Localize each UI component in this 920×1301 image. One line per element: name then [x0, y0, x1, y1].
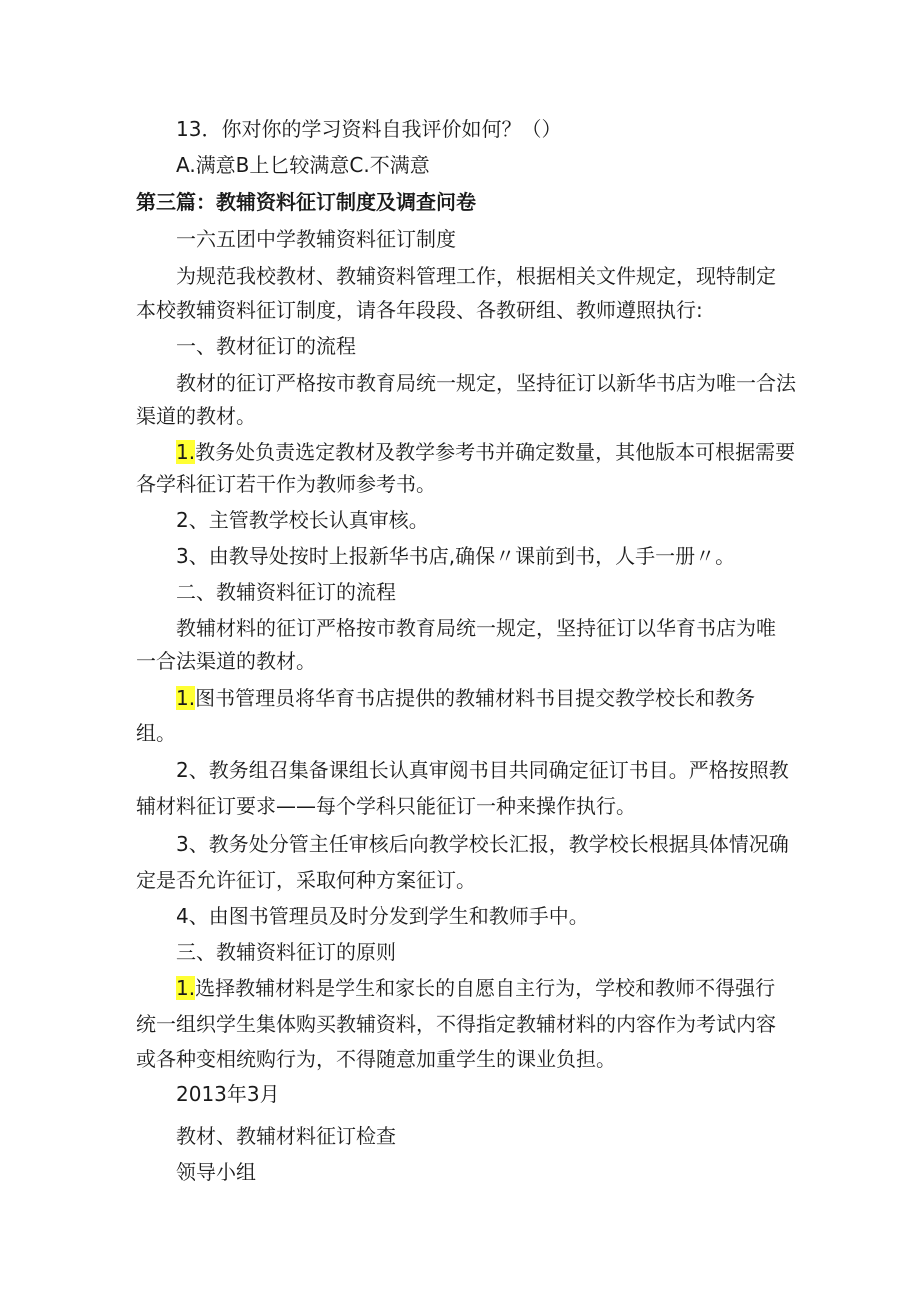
part1-item3: 3、由教导处按时上报新华书店,确保〃课前到书，人手一册〃。 — [176, 544, 736, 568]
question-text: ．你对你的学习资料自我评价如何？（） — [201, 117, 562, 141]
part3-item1-line-2: 统一组织学生集体购买教辅资料，不得指定教辅材料的内容作为考试内容 — [136, 1012, 776, 1036]
doc-title: 一六五团中学教辅资料征订制度 — [176, 227, 456, 251]
question-13-options: A.满意B上匕较满意C.不满意 — [176, 153, 430, 177]
part2-item1-text-1: 图书管理员将华育书店提供的教辅材料书目提交教学校长和教务 — [195, 686, 756, 710]
footer-line-2: 领导小组 — [176, 1160, 256, 1184]
part1-para-line-2: 渠道的教材。 — [136, 404, 256, 428]
part1-item1-line-2: 各学科征订若干作为教师参考书。 — [136, 472, 436, 496]
part3-item1-line-1 — [176, 976, 775, 1000]
part1-para-line-1: 教材的征订严格按市教育局统一规定，坚持征订以新华书店为唯一合法 — [176, 371, 796, 395]
part3-heading: 三、教辅资料征订的原则 — [176, 940, 396, 964]
part2-para-line-1: 教辅材料的征订严格按市教育局统一规定，坚持征订以华育书店为唯 — [176, 616, 776, 640]
part2-para-line-2: 一合法渠道的教材。 — [136, 649, 316, 673]
part2-item4: 4、由图书管理员及时分发到学生和教师手中。 — [176, 904, 589, 928]
intro-line-1: 为规范我校教材、教辅资料管理工作，根据相关文件规定，现特制定 — [176, 264, 776, 288]
item-number-highlight: 1. — [176, 440, 196, 464]
document-date: 2013年3月 — [176, 1082, 280, 1106]
section-title: 第三篇：教辅资料征订制度及调查问卷 — [136, 190, 476, 214]
item-number-highlight: 1. — [176, 976, 196, 1000]
part1-item1-text-1: 教务处负责选定教材及教学参考书并确定数量，其他版本可根据需要 — [195, 440, 796, 464]
part2-item1-line-1 — [176, 686, 755, 710]
part1-item2: 2、主管教学校长认真审核。 — [176, 508, 429, 532]
part2-heading: 二、教辅资料征订的流程 — [176, 580, 396, 604]
item-number-highlight: 1. — [176, 686, 196, 710]
question-13 — [176, 117, 561, 141]
part1-item1-line-1 — [176, 440, 795, 464]
intro-line-2: 本校教辅资料征订制度，请各年段段、各教研组、教师遵照执行: — [136, 298, 703, 322]
footer-line-1: 教材、教辅材料征订检查 — [176, 1124, 396, 1148]
part2-item1-line-2: 组。 — [136, 721, 176, 745]
part2-item3-line-1: 3、教务处分管主任审核后向教学校长汇报，教学校长根据具体情况确 — [176, 832, 789, 856]
part2-item3-line-2: 定是否允许征订，采取何种方案征订。 — [136, 868, 476, 892]
part1-heading: 一、教材征订的流程 — [176, 334, 356, 358]
part3-item1-line-3: 或各种变相统购行为，不得随意加重学生的课业负担。 — [136, 1047, 616, 1071]
part2-item2-line-1: 2、教务组召集备课组长认真审阅书目共同确定征订书目。严格按照教 — [176, 758, 789, 782]
question-number: 13 — [176, 117, 202, 141]
part2-item2-line-2: 辅材料征订要求——每个学科只能征订一种来操作执行。 — [136, 794, 636, 818]
part3-item1-text-1: 选择教辅材料是学生和家长的自愿自主行为，学校和教师不得强行 — [195, 976, 776, 1000]
